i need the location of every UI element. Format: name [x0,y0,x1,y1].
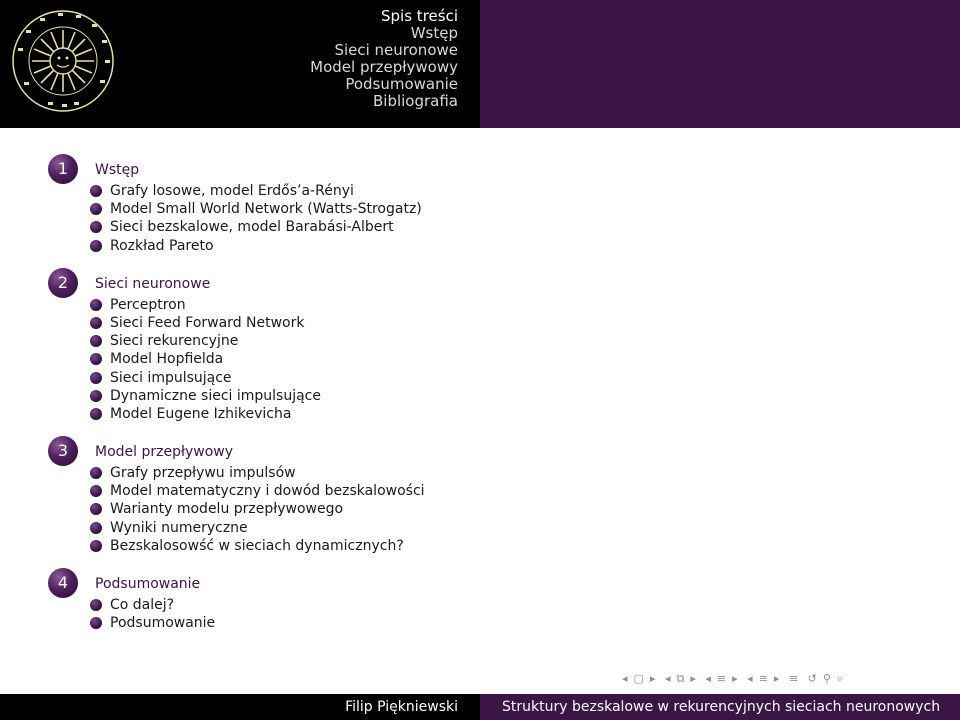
zoom-icon[interactable]: ⌕ [836,672,844,685]
subsection-item[interactable]: Model matematyczny i dowód bezskalowości [90,483,748,501]
footer-presentation-title: Struktury bezskalowe w rekurencyjnych sieciach neuronowych [502,699,941,715]
search-icon[interactable]: ⚲ [822,672,831,685]
prev-slide-icon[interactable]: ◂ [622,672,628,685]
subsection-item[interactable]: Sieci impulsujące [90,370,748,388]
ball-bullet-icon [90,299,102,311]
ball-bullet-icon [90,240,102,252]
subsection-item[interactable]: Grafy przepływu impulsów [90,465,748,483]
section-title-link[interactable]: Podsumowanie [95,576,201,592]
slide-header [0,0,960,128]
footer-left-panel [0,694,480,720]
ball-bullet-icon [90,185,102,197]
document-icon[interactable]: ≡ [788,672,799,685]
ball-bullet-icon [90,408,102,420]
university-seal-logo [10,8,116,114]
subsection-item[interactable]: Model Small World Network (Watts-Strogatz) [90,201,748,219]
toc-section [48,568,748,633]
subsection-item[interactable]: Dynamiczne sieci impulsujące [90,388,748,406]
next-slide-icon[interactable]: ▸ [649,672,656,685]
subsection-item[interactable]: Wyniki numeryczne [90,520,748,538]
ball-bullet-icon [90,221,102,233]
ball-bullet-icon [90,503,102,515]
next-section-icon[interactable]: ▸ [773,672,780,685]
slide-frame-icon[interactable]: ▢ [633,672,644,685]
subsection-item[interactable]: Model Eugene Izhikevicha [90,406,748,424]
subsection-item[interactable]: Warianty modelu przepływowego [90,501,748,519]
subsection-item[interactable]: Perceptron [90,297,748,315]
section-number-badge: 4 [48,568,78,598]
subsection-icon[interactable]: ≡ [716,672,727,685]
subsection-item[interactable]: Model Hopfielda [90,351,748,369]
subsection-item[interactable]: Rozkład Pareto [90,238,748,256]
header-right-panel [480,0,960,128]
ball-bullet-icon [90,317,102,329]
ball-bullet-icon [90,485,102,497]
toc-section [48,436,748,556]
table-of-contents [48,154,748,645]
ball-bullet-icon [90,335,102,347]
nav-item-podsumowanie[interactable]: Podsumowanie [345,75,458,93]
subsection-item[interactable]: Sieci Feed Forward Network [90,315,748,333]
ball-bullet-icon [90,390,102,402]
toc-section [48,154,748,256]
nav-item-wstep[interactable]: Wstęp [410,24,458,42]
ball-bullet-icon [90,353,102,365]
prev-section-icon[interactable]: ◂ [747,672,753,685]
prev-subsection-icon[interactable]: ◂ [705,672,711,685]
footer-right-panel [480,694,960,720]
subsection-item[interactable]: Bezskalosowść w sieciach dynamicznych? [90,538,748,556]
section-title-link[interactable]: Sieci neuronowe [95,275,211,292]
frames-stack-icon[interactable]: ⧉ [676,672,685,685]
subsection-item[interactable]: Sieci rekurencyjne [90,333,748,351]
ball-bullet-icon [90,599,102,611]
section-icon[interactable]: ≡ [758,672,768,685]
section-number-badge: 3 [48,436,78,466]
beamer-navigation-symbols [622,672,952,688]
ball-bullet-icon [90,203,102,215]
nav-item-model-przeplywowy[interactable]: Model przepływowy [310,58,458,76]
prev-frame-icon[interactable]: ◂ [664,672,671,685]
footer-author: Filip Piękniewski [345,699,458,715]
ball-bullet-icon [90,372,102,384]
subsection-item[interactable]: Podsumowanie [90,615,748,633]
section-number-badge: 1 [48,154,78,184]
ball-bullet-icon [90,617,102,629]
next-subsection-icon[interactable]: ▸ [732,672,738,685]
section-navigation [300,8,480,110]
section-number-badge: 2 [48,268,78,298]
nav-item-spis-tresci[interactable]: Spis treści [381,7,458,25]
toc-section [48,268,748,424]
nav-item-bibliografia[interactable]: Bibliografia [372,92,458,110]
header-left-panel [0,0,480,128]
subsection-item[interactable]: Grafy losowe, model Erdős’a-Rényi [90,183,748,201]
slide-footer [0,694,960,720]
nav-item-sieci-neuronowe[interactable]: Sieci neuronowe [334,41,458,59]
section-title-link[interactable]: Wstęp [95,162,140,178]
section-title-link[interactable]: Model przepływowy [95,444,233,461]
ball-bullet-icon [90,540,102,552]
subsection-item[interactable]: Sieci bezskalowe, model Barabási-Albert [90,219,748,237]
ball-bullet-icon [90,467,102,479]
ball-bullet-icon [90,522,102,534]
next-frame-icon[interactable]: ▸ [690,672,696,685]
subsection-item[interactable]: Co dalej? [90,597,748,615]
back-icon[interactable]: ↺ [807,672,817,685]
